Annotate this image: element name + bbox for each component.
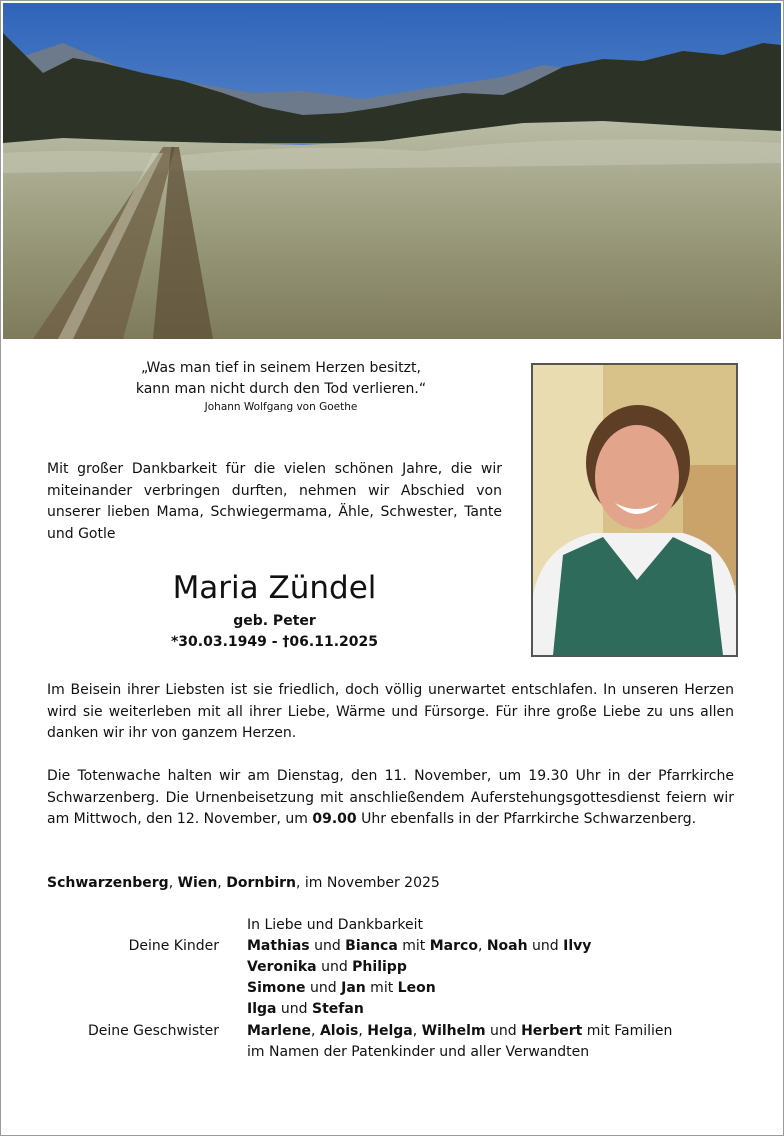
mourners-opening: In Liebe und Dankbarkeit (247, 917, 423, 933)
service-time: 09.00 (312, 811, 357, 827)
paragraph-services: Die Totenwache halten wir am Dienstag, den 11. November, um 19.30 Uhr in der Pfarrkirche Schwarzenberg. Die Urnenbeisetzung mit anschließendem Auferstehungsgottesdienst feiern wir am Mittwoch, den 12. November, um 09.00 Uhr ebenfalls in der Pfarrkirche Schwarzenberg. (47, 768, 734, 827)
siblings-label: Deine Geschwister (87, 1023, 219, 1039)
life-dates: *30.03.1949 - †06.11.2025 (170, 634, 378, 650)
children-label: Deine Kinder (128, 938, 219, 954)
header-landscape-photo (3, 3, 781, 339)
quote-block (61, 358, 501, 414)
portrait-photo (531, 363, 738, 657)
mourner-line: Marlene, Alois, Helga, Wilhelm und Herbert mit Familien (247, 1023, 673, 1039)
mourner-line: im Namen der Patenkinder und aller Verwandten (247, 1044, 590, 1060)
place-date-line: Schwarzenberg, Wien, Dornbirn, im November 2025 (47, 875, 440, 891)
mourner-line: Veronika und Philipp (247, 959, 407, 975)
quote-author: Johann Wolfgang von Goethe (204, 401, 358, 413)
quote-line-1: „Was man tief in seinem Herzen besitzt, (141, 360, 421, 376)
deceased-name: Maria Zündel (172, 570, 377, 606)
mourner-line: Simone und Jan mit Leon (247, 980, 436, 996)
paragraph-farewell: Im Beisein ihrer Liebsten ist sie friedlich, doch völlig unerwartet entschlafen. In unseren Herzen wird sie weiterleben mit all ihrer Liebe, Wärme und Fürsorge. Für ihre große Liebe zu uns allen danken wir ihr von ganzem Herzen. (47, 682, 734, 741)
intro-text: Mit großer Dankbarkeit für die vielen schönen Jahre, die wir miteinander verbringen durften, nehmen wir Abschied von unserer lieben Mama, Schwiegermama, Ähle, Schwester, Tante und Gotle (47, 461, 502, 542)
quote-line-2: kann man nicht durch den Tod verlieren.“ (135, 381, 427, 397)
maiden-name: geb. Peter (233, 613, 316, 629)
mourner-line: Mathias und Bianca mit Marco, Noah und Ilvy (247, 938, 592, 954)
mourner-line: Ilga und Stefan (247, 1001, 364, 1017)
